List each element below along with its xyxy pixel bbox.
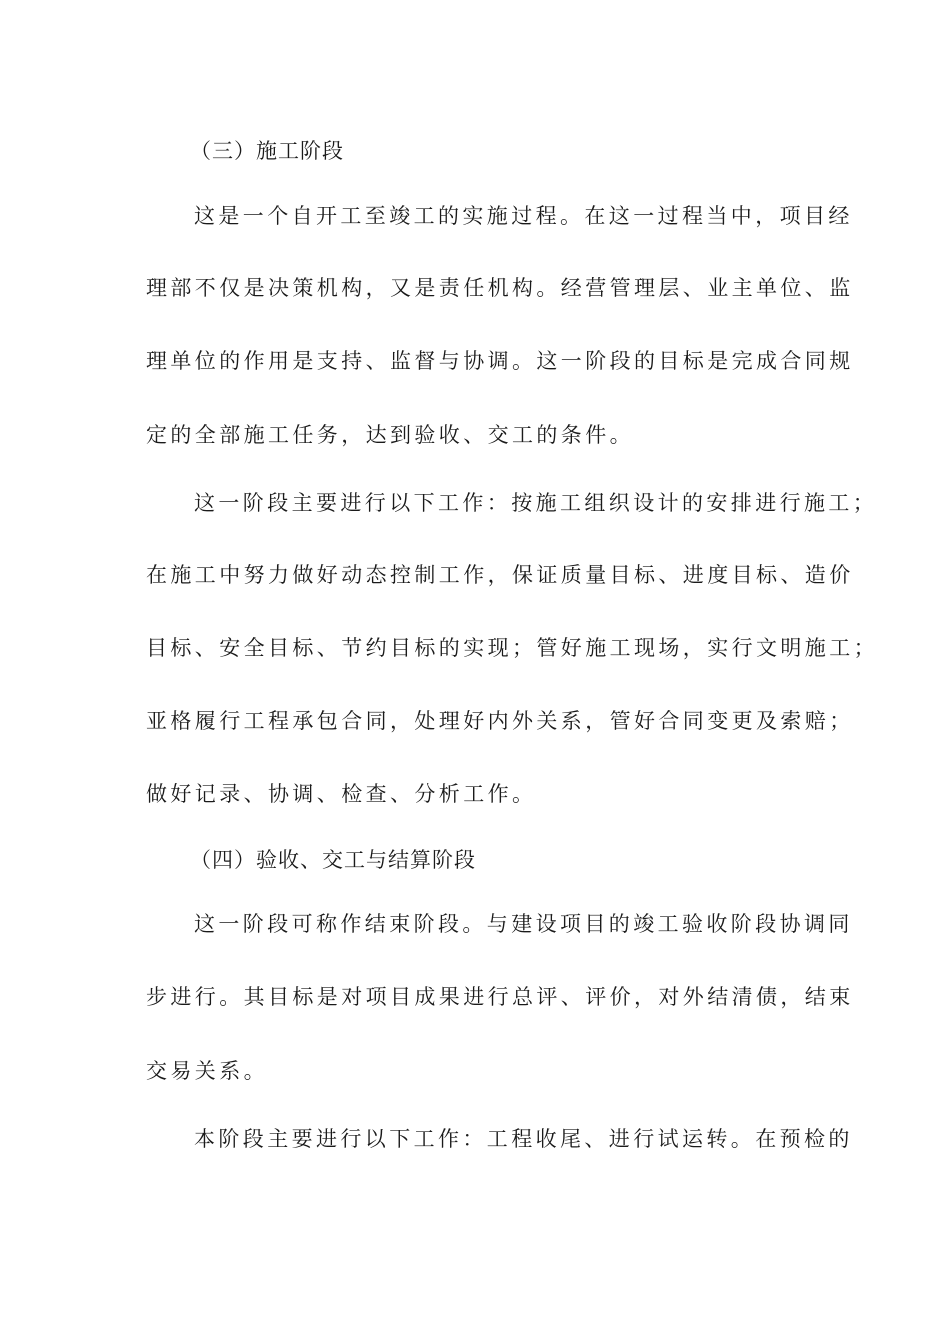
paragraph-line: 目标、安全目标、节约目标的实现；管好施工现场，实行文明施工；: [146, 636, 878, 660]
section-heading-3: （三）施工阶段: [190, 139, 344, 163]
paragraph-line: 理部不仅是决策机构，又是责任机构。经营管理层、业主单位、监: [146, 276, 854, 300]
paragraph-line: 交易关系。: [146, 1059, 268, 1083]
paragraph-line: 亚格履行工程承包合同，处理好内外关系，管好合同变更及索赔；: [146, 709, 854, 733]
paragraph-line: 这一阶段主要进行以下工作：按施工组织设计的安排进行施工；: [194, 491, 878, 515]
paragraph-line: 理单位的作用是支持、监督与协调。这一阶段的目标是完成合同规: [146, 349, 854, 373]
section-heading-4: （四）验收、交工与结算阶段: [190, 848, 476, 872]
paragraph-line: 本阶段主要进行以下工作：工程收尾、进行试运转。在预检的: [194, 1127, 853, 1151]
paragraph-line: 在施工中努力做好动态控制工作，保证质量目标、进度目标、造价: [146, 563, 854, 587]
paragraph-line: 这一阶段可称作结束阶段。与建设项目的竣工验收阶段协调同: [194, 912, 853, 936]
paragraph-line: 做好记录、协调、检查、分析工作。: [146, 782, 537, 806]
paragraph-line: 定的全部施工任务，达到验收、交工的条件。: [146, 423, 634, 447]
paragraph-line: 这是一个自开工至竣工的实施过程。在这一过程当中，项目经: [194, 204, 853, 228]
paragraph-line: 步进行。其目标是对项目成果进行总评、评价，对外结清债，结束: [146, 985, 854, 1009]
